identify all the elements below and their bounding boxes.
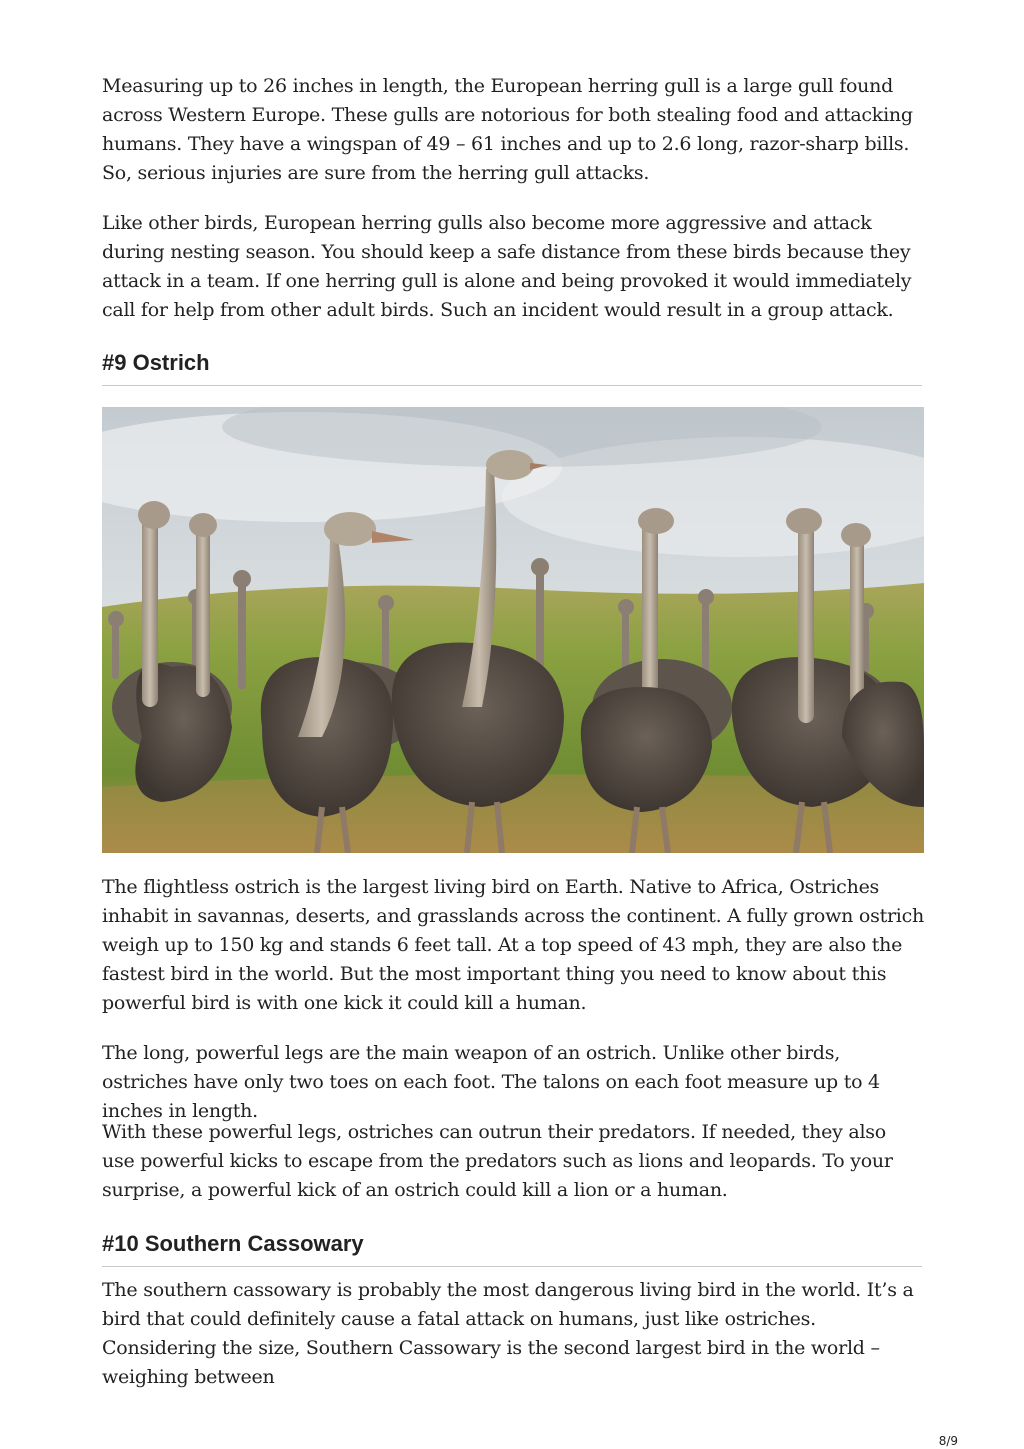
paragraph-ostrich-3: With these powerful legs, ostriches can outrun their predators. If needed, they also use powerful kicks to escape from the predators such as lions and leopards. To your surprise, a powerful kick of an ostrich could kill a lion or a human.	[102, 1121, 893, 1201]
paragraph-ostrich-1: The flightless ostrich is the largest living bird on Earth. Native to Africa, Ostriches inhabit in savannas, deserts, and grasslands across the continent. A fully grown ostrich weigh up to 150 kg and stands 6 feet tall. At a top speed of 43 mph, they are also the fastest bird in the world. But the most important thing you need to know about this powerful bird is with one kick it could kill a human.	[102, 876, 924, 1014]
ostrich-flock-image	[102, 407, 924, 853]
section-heading-ostrich: #9 Ostrich	[102, 350, 922, 386]
paragraph-ostrich-2: The long, powerful legs are the main weapon of an ostrich. Unlike other birds, ostriches have only two toes on each foot. The talons on each foot measure up to 4 inches in length.	[102, 1042, 880, 1122]
page-number: 8/9	[938, 1434, 958, 1448]
ostrich-photo	[102, 407, 924, 853]
paragraph-gull-1: Measuring up to 26 inches in length, the European herring gull is a large gull found across Western Europe. These gulls are notorious for both stealing food and attacking humans. They have a wingspan of 49 – 61 inches and up to 2.6 long, razor-sharp bills. So, serious injuries are sure from the herring gull attacks.	[102, 75, 913, 184]
section-heading-cassowary: #10 Southern Cassowary	[102, 1231, 922, 1267]
paragraph-gull-2: Like other birds, European herring gulls also become more aggressive and attack during nesting season. You should keep a safe distance from these birds because they attack in a team. If one herring gull is alone and being provoked it would immediately call for help from other adult birds. Such an incident would result in a group attack.	[102, 212, 912, 321]
paragraph-cassowary-1: The southern cassowary is probably the most dangerous living bird in the world. It’s a bird that could definitely cause a fatal attack on humans, just like ostriches. Considering the size, Southern Cassowary is the second largest bird in the world – weighing between	[102, 1279, 914, 1388]
